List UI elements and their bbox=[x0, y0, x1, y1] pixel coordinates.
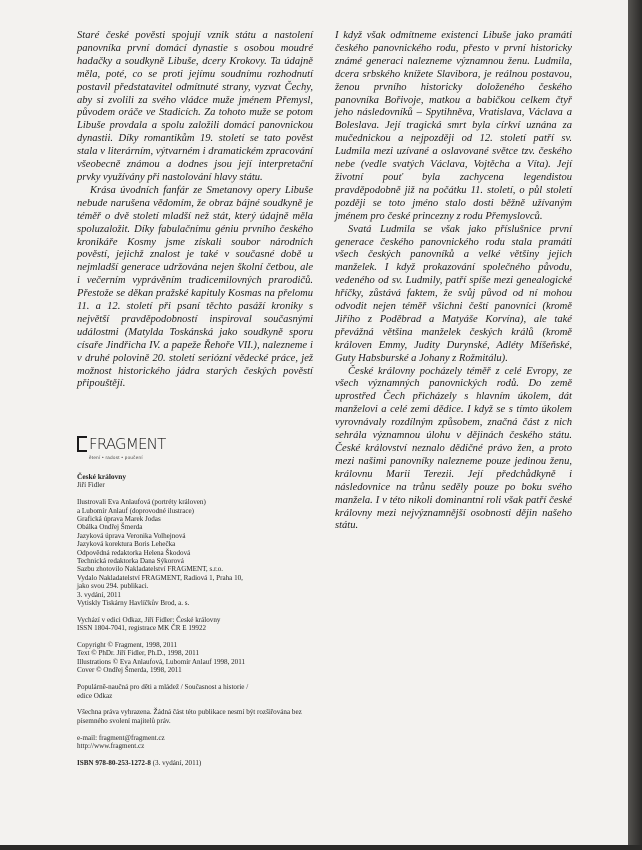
copyright-line: Illustrations © Eva Anlaufová, Lubomír Anlauf 1998, 2011 bbox=[77, 657, 246, 666]
credit-line: Ilustrovali Eva Anlaufová (portréty královen) bbox=[77, 498, 206, 507]
logo-name: FRAGMENT bbox=[89, 435, 166, 453]
page-bottom-edge bbox=[0, 845, 642, 850]
isbn-note: (3. vydání, 2011) bbox=[150, 758, 202, 767]
text-column-right bbox=[335, 30, 572, 533]
copyright-line: Text © PhDr. Jiří Fidler, Ph.D., 1998, 2011 bbox=[77, 649, 199, 658]
credit-line: Vydalo Nakladatelství FRAGMENT, Radiová 1, Praha 10, bbox=[77, 573, 243, 582]
copyright-line: Cover © Ondřej Šmerda, 1998, 2011 bbox=[77, 666, 182, 675]
text-column-left bbox=[77, 30, 313, 391]
credit-line: Jazyková úprava Veronika Volhejnová bbox=[77, 531, 186, 540]
credit-line: Technická redaktorka Dana Sýkorová bbox=[77, 557, 184, 566]
credit-line: Jazyková korektura Boris Lehečka bbox=[77, 540, 176, 549]
logo-tagline: ětení • radost • poučení bbox=[89, 455, 143, 460]
paragraph: Krása úvodních fanfár ze Smetanovy opery Libuše nebude narušena vědomím, že obraz bájné soudkyně je téměř o dvě století mladší než stát, který údajně měla spoluzaložit. Díky fabulačnímu géniu prvního českého kronikáře Kosmy jsme získali soubor národních pověstí, jejichž znalost je také v současné době u nejmladší generace udržována nejen školní četbou, ale i večerním vyprávěním tradicemilovných prarodičů. Přestože se děkan pražské kapituly Kosmas na přelomu 11. a 12. století při psaní těchto pasáží kroniky s největší pravděpodobností inspiroval současnými událostmi (Matylda Toskánská jako soudkyně sporu císaře Jindřicha IV. a papeže Řehoře VII.), nalezneme i v druhé polovině 20. století seriózní vědecké práce, jež možnost historického jádra starých českých pověstí připouštějí. bbox=[77, 184, 313, 390]
paragraph: České královny pocházely téměř z celé Evropy, ze všech významných panovnických rodů. Do země uprostřed Čech přicházely s hlavním úkolem, dát manželovi a celé zemi dědice. I když se s tímto úkolem vyrovnávaly rozdílným způsobem, značná část z nich sehrála významnou úlohu v dějinách českého státu. České království neznalo dědičné právo žen, a proto mezi našimi panovníky nalezneme pouze jedinou ženu, královnu Marii Terezii. Její předchůdkyně i následovnice na trůnu seděly pouze po boku svého manžela. I v této nikoli dominantní roli však patří české královny mezi nejvýznamnější osobnosti dějin našeho státu. bbox=[335, 365, 572, 532]
book-author: Jiří Fidler bbox=[77, 481, 105, 490]
rights-notice: Všechna práva vyhrazena. Žádná část této publikace nesmí být rozšiřována bez písemného svolení majitelů práv. bbox=[77, 708, 302, 725]
credit-line: Sazbu zhotovilo Nakladatelství FRAGMENT, s.r.o. bbox=[77, 565, 224, 574]
book-title: České královny bbox=[77, 472, 127, 481]
credit-line: Vytiskly Tiskárny Havlíčkův Brod, a. s. bbox=[77, 599, 190, 608]
credit-line: Grafická úprava Marek Jodas bbox=[77, 515, 161, 524]
logo-bracket-icon bbox=[77, 436, 87, 452]
email-line: e-mail: fragment@fragment.cz bbox=[77, 733, 165, 742]
publisher-logo bbox=[77, 434, 177, 466]
edition-line: Vychází v edici Odkaz, Jiří Fidler: České královny bbox=[77, 615, 221, 624]
credit-line: Obálka Ondřej Šmerda bbox=[77, 523, 143, 532]
credit-line: 3. vydání, 2011 bbox=[77, 590, 121, 599]
edition-line: ISSN 1804-7041, registrace MK ČR E 19922 bbox=[77, 624, 207, 633]
credit-line: jako svou 294. publikaci. bbox=[77, 582, 149, 591]
credit-line: a Lubomír Anlauf (doprovodné ilustrace) bbox=[77, 506, 195, 515]
paragraph: Svatá Ludmila se však jako příslušnice první generace českého panovnického rodu stala pramáti všech českých panovníků a velké většiny jejich manželek. I když prokazování společného původu, vedeného od sv. Ludmily, patří spíše mezi genealogické hříčky, zůstává faktem, že svůj původ od ní mohou odvodit nejen téměř všichni čeští panovníci (kromě Jiřího z Poděbrad a Matyáše Korvína), ale také převážná většina manželek českých králů (kromě královen Emmy, Judity Durynské, Adléty Míšeňské, Guty Habsburské a Johany z Rožmitálu). bbox=[335, 223, 572, 364]
category-line: Populárně-naučná pro děti a mládež / Současnost a historie / bbox=[77, 683, 249, 692]
page-edge-shadow bbox=[628, 0, 642, 850]
colophon bbox=[77, 473, 327, 767]
credit-line: Odpovědná redaktorka Helena Škodová bbox=[77, 548, 191, 557]
paragraph: Staré české pověsti spojují vznik státu a nastolení panovníka první domácí dynastie s osobou moudré hadačky a soudkyně Libuše, dcery Krokovy. Ta údajně měla, poté, co se proti jejímu soudnímu rozhodnutí postavil předstatavitel odmítnuté strany, vyzvat Čechy, aby si zvolili za svého vládce muže jménem Přemysl, původem oráče ve Stadicích. Za tohoto muže se potom Libuše provdala a spolu založili domácí panovnickou dynastii. Díky romantikům 19. století se tato pověst stala v literárním, výtvarném i dramatickém zpracování všeobecně známou a dodnes jsou její interpretační prvky využívány při nastolování hlavy státu. bbox=[77, 30, 313, 183]
isbn-line bbox=[77, 759, 327, 767]
web-line: http://www.fragment.cz bbox=[77, 741, 145, 750]
isbn-number: ISBN 978-80-253-1272-8 bbox=[77, 758, 151, 767]
category-line: edice Odkaz bbox=[77, 691, 113, 700]
copyright-line: Copyright © Fragment, 1998, 2011 bbox=[77, 641, 178, 650]
paragraph: I když však odmítneme existenci Libuše jako pramáti českého panovnického rodu, přesto v první historicky známé generaci nalezneme významnou ženu. Ludmila, dcera srbského knížete Slavibora, je reálnou postavou, ženou prvního historicky doloženého českého panovníka Bořivoje, matkou a babičkou celkem čtyř jeho následovníků – Spytihněva, Vratislava, Václava a Boleslava. Její tragická smrt byla církví uznána za mučednickou a nejpozději od 12. století patří sv. Ludmila mezi uzívané a oslavované světce tzv. českého nebe (vedle svatých Václava, Vojtěcha a Víta). Její životní pouť byla zachycena legendistou pravděpodobně již na počátku 11. století, o půl století později se toto jméno stalo dosti běžně užívaným jménem pro české princezny z rodu Přemyslovců. bbox=[335, 30, 572, 222]
